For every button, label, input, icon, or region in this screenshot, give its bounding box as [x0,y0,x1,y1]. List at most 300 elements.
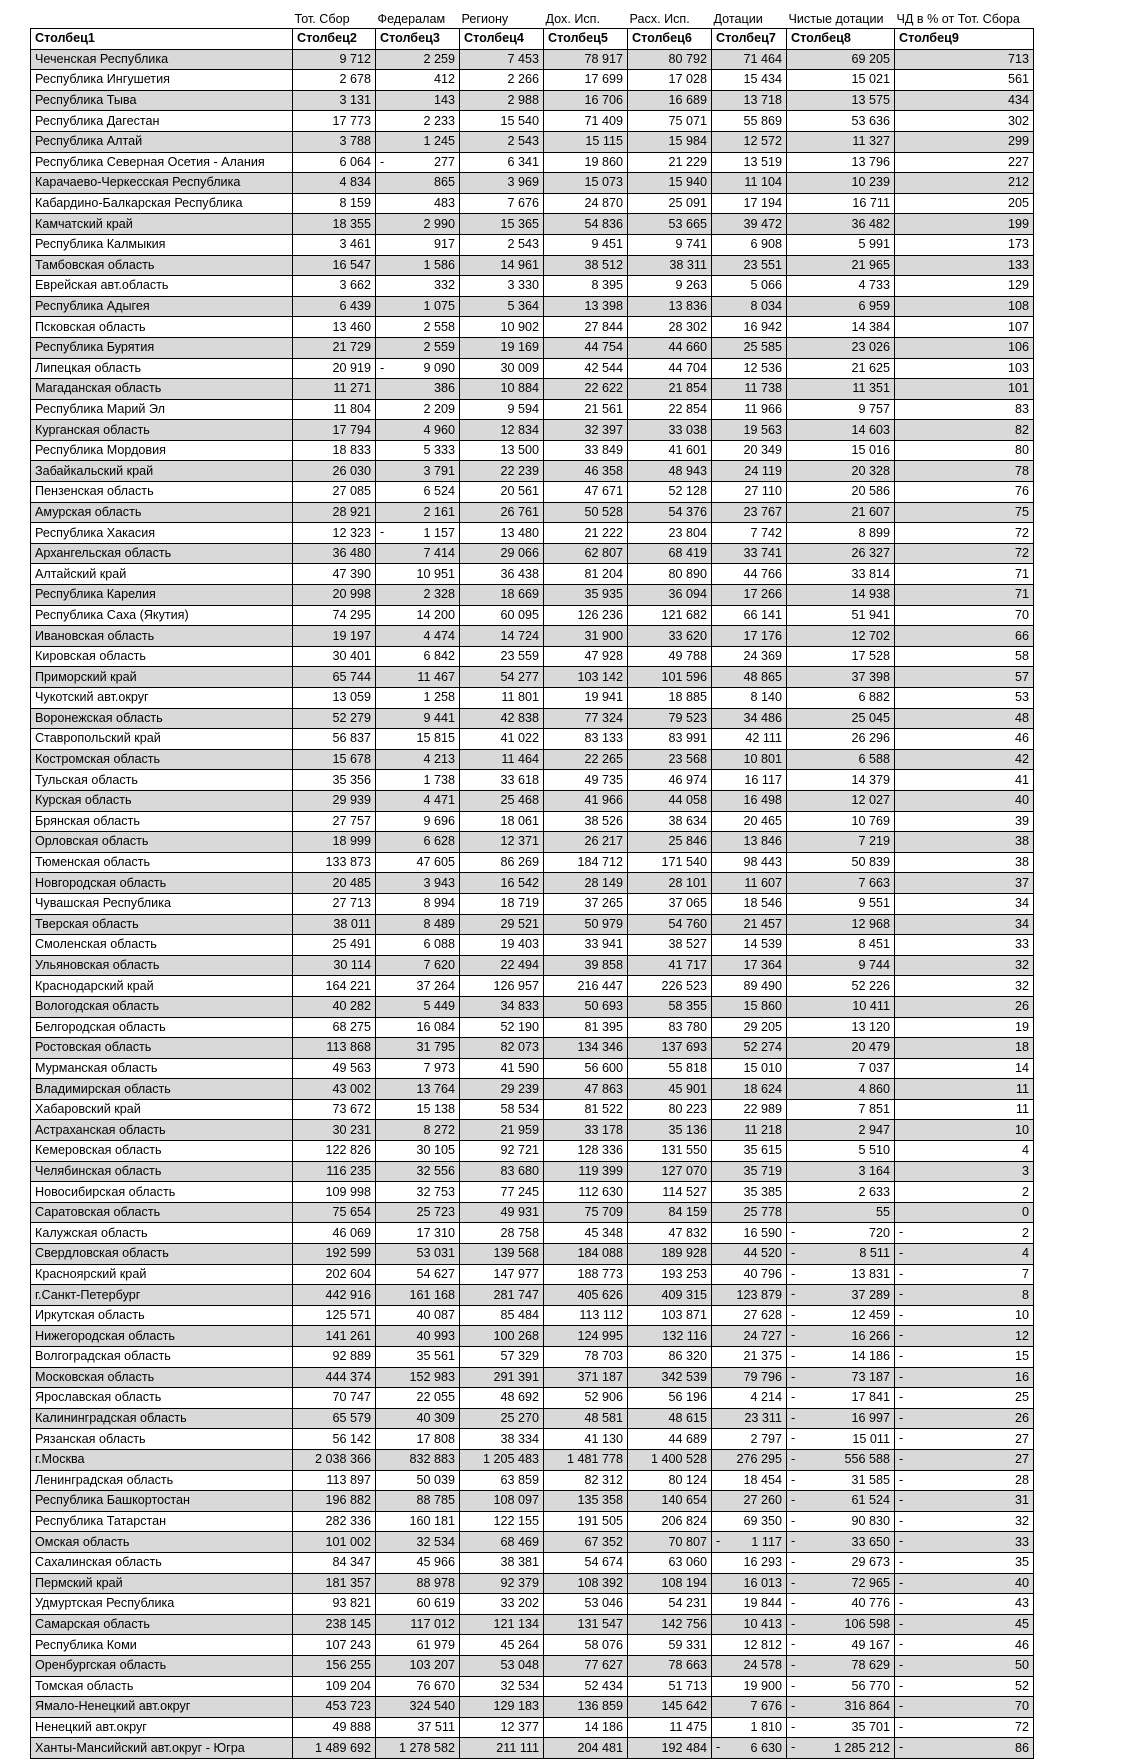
value-cell[interactable]: 37 264 [376,976,460,997]
value-cell[interactable]: 226 523 [628,976,712,997]
value-cell[interactable]: 17 773 [293,111,376,132]
value-cell[interactable]: 83 680 [460,1161,544,1182]
value-cell[interactable]: 40 796 [712,1264,787,1285]
value-cell[interactable]: 9 451 [544,234,628,255]
region-name-cell[interactable]: Омская область [31,1532,293,1553]
value-cell[interactable]: 80 890 [628,564,712,585]
value-cell[interactable]: 127 070 [628,1161,712,1182]
value-cell[interactable]: 227 [895,152,1034,173]
region-name-cell[interactable]: Ленинградская область [31,1470,293,1491]
region-name-cell[interactable]: Саратовская область [31,1202,293,1223]
value-cell[interactable]: 7 414 [376,543,460,564]
value-cell[interactable]: 14 [895,1058,1034,1079]
value-cell[interactable]: 145 642 [628,1697,712,1718]
value-cell[interactable]: 90 830 - [787,1511,895,1532]
column-header[interactable]: Столбец9 [895,29,1034,50]
value-cell[interactable]: 15 434 [712,70,787,91]
value-cell[interactable]: 12 572 [712,131,787,152]
value-cell[interactable]: 19 941 [544,688,628,709]
value-cell[interactable]: 82 [895,420,1034,441]
value-cell[interactable]: 68 419 [628,543,712,564]
value-cell[interactable]: 21 965 [787,255,895,276]
value-cell[interactable]: 26 217 [544,832,628,853]
value-cell[interactable]: 78 703 [544,1347,628,1368]
value-cell[interactable]: 16 711 [787,193,895,214]
value-cell[interactable]: 33 620 [628,626,712,647]
value-cell[interactable]: 7 219 [787,832,895,853]
region-name-cell[interactable]: Республика Мордовия [31,440,293,461]
value-cell[interactable]: 106 [895,337,1034,358]
value-cell[interactable]: 1 258 [376,688,460,709]
value-cell[interactable]: 11 738 [712,379,787,400]
region-name-cell[interactable]: Краснодарский край [31,976,293,997]
value-cell[interactable]: 32 397 [544,420,628,441]
value-cell[interactable]: 75 654 [293,1202,376,1223]
value-cell[interactable]: 47 928 [544,646,628,667]
value-cell[interactable]: 81 522 [544,1099,628,1120]
value-cell[interactable]: 2 266 [460,70,544,91]
value-cell[interactable]: 129 [895,276,1034,297]
value-cell[interactable]: 98 443 [712,852,787,873]
value-cell[interactable]: 27 085 [293,482,376,503]
value-cell[interactable]: 34 486 [712,708,787,729]
value-cell[interactable]: 36 438 [460,564,544,585]
value-cell[interactable]: 9 712 [293,49,376,70]
value-cell[interactable]: 13 836 [628,296,712,317]
value-cell[interactable]: 18 454 [712,1470,787,1491]
region-name-cell[interactable]: Тверская область [31,914,293,935]
value-cell[interactable]: 24 727 [712,1326,787,1347]
value-cell[interactable]: 12 812 [712,1635,787,1656]
value-cell[interactable]: 41 130 [544,1429,628,1450]
value-cell[interactable]: 434 [895,90,1034,111]
value-cell[interactable]: 58 076 [544,1635,628,1656]
value-cell[interactable]: 33 814 [787,564,895,585]
column-header[interactable]: Столбец6 [628,29,712,50]
region-name-cell[interactable]: Камчатский край [31,214,293,235]
value-cell[interactable]: 71 464 [712,49,787,70]
value-cell[interactable]: 6 439 [293,296,376,317]
value-cell[interactable]: 73 187 - [787,1367,895,1388]
value-cell[interactable]: 108 392 [544,1573,628,1594]
region-name-cell[interactable]: Челябинская область [31,1161,293,1182]
value-cell[interactable]: 103 [895,358,1034,379]
value-cell[interactable]: 101 002 [293,1532,376,1553]
region-name-cell[interactable]: Республика Хакасия [31,523,293,544]
value-cell[interactable]: 282 336 [293,1511,376,1532]
value-cell[interactable]: 54 231 [628,1594,712,1615]
value-cell[interactable]: 18 885 [628,688,712,709]
value-cell[interactable]: 39 [895,811,1034,832]
value-cell[interactable]: 19 169 [460,337,544,358]
value-cell[interactable]: 51 713 [628,1676,712,1697]
value-cell[interactable]: 11 218 [712,1120,787,1141]
value-cell[interactable]: 113 868 [293,1038,376,1059]
value-cell[interactable]: 193 253 [628,1264,712,1285]
value-cell[interactable]: 15 - [895,1347,1034,1368]
value-cell[interactable]: 6 842 [376,646,460,667]
value-cell[interactable]: 25 723 [376,1202,460,1223]
value-cell[interactable]: 44 058 [628,790,712,811]
value-cell[interactable]: 1 117 - [712,1532,787,1553]
value-cell[interactable]: 141 261 [293,1326,376,1347]
value-cell[interactable]: 2 161 [376,502,460,523]
region-name-cell[interactable]: Республика Карелия [31,585,293,606]
value-cell[interactable]: 132 116 [628,1326,712,1347]
value-cell[interactable]: 23 551 [712,255,787,276]
value-cell[interactable]: 69 350 [712,1511,787,1532]
region-name-cell[interactable]: Республика Адыгея [31,296,293,317]
value-cell[interactable]: 128 336 [544,1141,628,1162]
value-cell[interactable]: 13 575 [787,90,895,111]
value-cell[interactable]: 135 358 [544,1491,628,1512]
region-name-cell[interactable]: Ставропольский край [31,729,293,750]
value-cell[interactable]: 44 704 [628,358,712,379]
value-cell[interactable]: 11 607 [712,873,787,894]
value-cell[interactable]: 126 957 [460,976,544,997]
value-cell[interactable]: 37 [895,873,1034,894]
region-name-cell[interactable]: Еврейская авт.область [31,276,293,297]
value-cell[interactable]: 25 091 [628,193,712,214]
value-cell[interactable]: 276 295 [712,1449,787,1470]
region-name-cell[interactable]: Пермский край [31,1573,293,1594]
value-cell[interactable]: 52 279 [293,708,376,729]
value-cell[interactable]: 33 178 [544,1120,628,1141]
value-cell[interactable]: 2 543 [460,131,544,152]
value-cell[interactable]: 72 [895,523,1034,544]
value-cell[interactable]: 49 888 [293,1717,376,1738]
region-name-cell[interactable]: Республика Северная Осетия - Алания [31,152,293,173]
value-cell[interactable]: 1 278 582 [376,1738,460,1759]
value-cell[interactable]: 206 824 [628,1511,712,1532]
value-cell[interactable]: 27 713 [293,893,376,914]
region-name-cell[interactable]: Оренбургская область [31,1655,293,1676]
value-cell[interactable]: 8 451 [787,935,895,956]
value-cell[interactable]: 556 588 - [787,1449,895,1470]
value-cell[interactable]: 8 159 [293,193,376,214]
value-cell[interactable]: 129 183 [460,1697,544,1718]
value-cell[interactable]: 152 983 [376,1367,460,1388]
column-header[interactable]: Столбец5 [544,29,628,50]
value-cell[interactable]: 32 534 [460,1676,544,1697]
value-cell[interactable]: 4 [895,1141,1034,1162]
value-cell[interactable]: 19 563 [712,420,787,441]
value-cell[interactable]: 31 900 [544,626,628,647]
value-cell[interactable]: 26 [895,996,1034,1017]
value-cell[interactable]: 88 978 [376,1573,460,1594]
value-cell[interactable]: 45 901 [628,1079,712,1100]
value-cell[interactable]: 22 239 [460,461,544,482]
value-cell[interactable]: 10 411 [787,996,895,1017]
value-cell[interactable]: 106 598 - [787,1614,895,1635]
value-cell[interactable]: 35 561 [376,1347,460,1368]
value-cell[interactable]: 47 605 [376,852,460,873]
region-name-cell[interactable]: Приморский край [31,667,293,688]
value-cell[interactable]: 18 061 [460,811,544,832]
value-cell[interactable]: 2 209 [376,399,460,420]
value-cell[interactable]: 29 066 [460,543,544,564]
value-cell[interactable]: 11 804 [293,399,376,420]
value-cell[interactable]: 32 556 [376,1161,460,1182]
value-cell[interactable]: 12 536 [712,358,787,379]
value-cell[interactable]: 10 [895,1120,1034,1141]
value-cell[interactable]: 56 600 [544,1058,628,1079]
value-cell[interactable]: 50 - [895,1655,1034,1676]
column-header[interactable]: Столбец7 [712,29,787,50]
value-cell[interactable]: 1 157 - [376,523,460,544]
value-cell[interactable]: 6 628 [376,832,460,853]
region-name-cell[interactable]: Амурская область [31,502,293,523]
value-cell[interactable]: 35 615 [712,1141,787,1162]
value-cell[interactable]: 41 966 [544,790,628,811]
value-cell[interactable]: 30 114 [293,955,376,976]
value-cell[interactable]: 24 369 [712,646,787,667]
value-cell[interactable]: 140 654 [628,1491,712,1512]
value-cell[interactable]: 53 636 [787,111,895,132]
value-cell[interactable]: 103 207 [376,1655,460,1676]
value-cell[interactable]: 46 069 [293,1223,376,1244]
value-cell[interactable]: 11 475 [628,1717,712,1738]
value-cell[interactable]: 48 692 [460,1388,544,1409]
value-cell[interactable]: 12 - [895,1326,1034,1347]
value-cell[interactable]: 26 296 [787,729,895,750]
value-cell[interactable]: 131 547 [544,1614,628,1635]
value-cell[interactable]: 25 270 [460,1408,544,1429]
value-cell[interactable]: 77 245 [460,1182,544,1203]
value-cell[interactable]: 48 581 [544,1408,628,1429]
value-cell[interactable]: 184 088 [544,1244,628,1265]
value-cell[interactable]: 9 757 [787,399,895,420]
value-cell[interactable]: 48 615 [628,1408,712,1429]
value-cell[interactable]: 59 331 [628,1635,712,1656]
region-name-cell[interactable]: Смоленская область [31,935,293,956]
value-cell[interactable]: 30 401 [293,646,376,667]
value-cell[interactable]: 78 917 [544,49,628,70]
value-cell[interactable]: 561 [895,70,1034,91]
value-cell[interactable]: 299 [895,131,1034,152]
value-cell[interactable]: 66 [895,626,1034,647]
value-cell[interactable]: 108 [895,296,1034,317]
value-cell[interactable]: 19 844 [712,1594,787,1615]
region-name-cell[interactable]: Владимирская область [31,1079,293,1100]
value-cell[interactable]: 63 859 [460,1470,544,1491]
value-cell[interactable]: 15 021 [787,70,895,91]
value-cell[interactable]: 184 712 [544,852,628,873]
value-cell[interactable]: 45 - [895,1614,1034,1635]
value-cell[interactable]: 1 586 [376,255,460,276]
value-cell[interactable]: 50 839 [787,852,895,873]
value-cell[interactable]: 15 984 [628,131,712,152]
region-name-cell[interactable]: Республика Татарстан [31,1511,293,1532]
value-cell[interactable]: 28 921 [293,502,376,523]
value-cell[interactable]: 53 [895,688,1034,709]
value-cell[interactable]: 27 - [895,1429,1034,1450]
value-cell[interactable]: 26 761 [460,502,544,523]
value-cell[interactable]: 28 101 [628,873,712,894]
value-cell[interactable]: 19 403 [460,935,544,956]
value-cell[interactable]: 409 315 [628,1285,712,1306]
value-cell[interactable]: 30 009 [460,358,544,379]
value-cell[interactable]: 53 031 [376,1244,460,1265]
value-cell[interactable]: 12 323 [293,523,376,544]
value-cell[interactable]: 109 204 [293,1676,376,1697]
region-name-cell[interactable]: Тюменская область [31,852,293,873]
value-cell[interactable]: 2 633 [787,1182,895,1203]
region-name-cell[interactable]: Карачаево-Черкесская Республика [31,173,293,194]
value-cell[interactable]: 72 - [895,1717,1034,1738]
value-cell[interactable]: 405 626 [544,1285,628,1306]
value-cell[interactable]: 23 568 [628,749,712,770]
value-cell[interactable]: 14 603 [787,420,895,441]
value-cell[interactable]: 25 778 [712,1202,787,1223]
value-cell[interactable]: 54 836 [544,214,628,235]
value-cell[interactable]: 13 796 [787,152,895,173]
value-cell[interactable]: 82 312 [544,1470,628,1491]
value-cell[interactable]: 86 320 [628,1347,712,1368]
value-cell[interactable]: 78 629 - [787,1655,895,1676]
value-cell[interactable]: 18 833 [293,440,376,461]
value-cell[interactable]: 191 505 [544,1511,628,1532]
value-cell[interactable]: 117 012 [376,1614,460,1635]
value-cell[interactable]: 21 607 [787,502,895,523]
value-cell[interactable]: 11 327 [787,131,895,152]
value-cell[interactable]: 19 860 [544,152,628,173]
value-cell[interactable]: 61 979 [376,1635,460,1656]
value-cell[interactable]: 38 311 [628,255,712,276]
value-cell[interactable]: 125 571 [293,1305,376,1326]
value-cell[interactable]: 108 194 [628,1573,712,1594]
value-cell[interactable]: 69 205 [787,49,895,70]
value-cell[interactable]: 15 138 [376,1099,460,1120]
value-cell[interactable]: 3 131 [293,90,376,111]
value-cell[interactable]: 17 364 [712,955,787,976]
region-name-cell[interactable]: Республика Алтай [31,131,293,152]
value-cell[interactable]: 88 785 [376,1491,460,1512]
value-cell[interactable]: 1 810 [712,1717,787,1738]
value-cell[interactable]: 13 519 [712,152,787,173]
value-cell[interactable]: 1 481 778 [544,1449,628,1470]
value-cell[interactable]: 80 792 [628,49,712,70]
value-cell[interactable]: 24 578 [712,1655,787,1676]
value-cell[interactable]: 8 994 [376,893,460,914]
value-cell[interactable]: 57 329 [460,1347,544,1368]
value-cell[interactable]: 14 200 [376,605,460,626]
value-cell[interactable]: 7 037 [787,1058,895,1079]
value-cell[interactable]: 212 [895,173,1034,194]
value-cell[interactable]: 77 324 [544,708,628,729]
value-cell[interactable]: 101 [895,379,1034,400]
value-cell[interactable]: 73 672 [293,1099,376,1120]
region-name-cell[interactable]: Липецкая область [31,358,293,379]
value-cell[interactable]: 11 [895,1079,1034,1100]
value-cell[interactable]: 49 563 [293,1058,376,1079]
value-cell[interactable]: 18 719 [460,893,544,914]
region-name-cell[interactable]: Иркутская область [31,1305,293,1326]
value-cell[interactable]: 58 534 [460,1099,544,1120]
region-name-cell[interactable]: Ямало-Ненецкий авт.округ [31,1697,293,1718]
value-cell[interactable]: 113 112 [544,1305,628,1326]
value-cell[interactable]: 27 757 [293,811,376,832]
value-cell[interactable]: 3 788 [293,131,376,152]
value-cell[interactable]: 4 213 [376,749,460,770]
value-cell[interactable]: 291 391 [460,1367,544,1388]
value-cell[interactable]: 93 821 [293,1594,376,1615]
value-cell[interactable]: 83 780 [628,1017,712,1038]
region-name-cell[interactable]: Чувашская Республика [31,893,293,914]
value-cell[interactable]: 3 [895,1161,1034,1182]
region-name-cell[interactable]: Республика Бурятия [31,337,293,358]
value-cell[interactable]: 15 860 [712,996,787,1017]
value-cell[interactable]: 81 204 [544,564,628,585]
value-cell[interactable]: 412 [376,70,460,91]
column-header[interactable]: Столбец4 [460,29,544,50]
column-header[interactable]: Столбец8 [787,29,895,50]
value-cell[interactable]: 13 718 [712,90,787,111]
value-cell[interactable]: 66 141 [712,605,787,626]
value-cell[interactable]: 8 272 [376,1120,460,1141]
region-name-cell[interactable]: Чукотский авт.округ [31,688,293,709]
value-cell[interactable]: 48 [895,708,1034,729]
value-cell[interactable]: 22 622 [544,379,628,400]
region-name-cell[interactable]: Ульяновская область [31,955,293,976]
column-header[interactable]: Столбец3 [376,29,460,50]
value-cell[interactable]: 16 547 [293,255,376,276]
value-cell[interactable]: 44 689 [628,1429,712,1450]
value-cell[interactable]: 133 873 [293,852,376,873]
region-name-cell[interactable]: Костромская область [31,749,293,770]
value-cell[interactable]: 40 087 [376,1305,460,1326]
value-cell[interactable]: 13 120 [787,1017,895,1038]
value-cell[interactable]: 26 030 [293,461,376,482]
value-cell[interactable]: 112 630 [544,1182,628,1203]
value-cell[interactable]: 42 [895,749,1034,770]
value-cell[interactable]: 38 512 [544,255,628,276]
value-cell[interactable]: 20 485 [293,873,376,894]
region-name-cell[interactable]: Томская область [31,1676,293,1697]
value-cell[interactable]: 37 265 [544,893,628,914]
region-name-cell[interactable]: Волгоградская область [31,1347,293,1368]
value-cell[interactable]: 34 833 [460,996,544,1017]
value-cell[interactable]: 126 236 [544,605,628,626]
value-cell[interactable]: 76 670 [376,1676,460,1697]
value-cell[interactable]: 16 689 [628,90,712,111]
value-cell[interactable]: 23 311 [712,1408,787,1429]
value-cell[interactable]: 85 484 [460,1305,544,1326]
value-cell[interactable]: 27 260 [712,1491,787,1512]
value-cell[interactable]: 38 527 [628,935,712,956]
value-cell[interactable]: 17 699 [544,70,628,91]
value-cell[interactable]: 2 797 [712,1429,787,1450]
value-cell[interactable]: 8 395 [544,276,628,297]
value-cell[interactable]: 33 650 - [787,1532,895,1553]
value-cell[interactable]: 33 202 [460,1594,544,1615]
value-cell[interactable]: 1 205 483 [460,1449,544,1470]
value-cell[interactable]: 38 334 [460,1429,544,1450]
value-cell[interactable]: 53 665 [628,214,712,235]
value-cell[interactable]: 164 221 [293,976,376,997]
value-cell[interactable]: 44 766 [712,564,787,585]
value-cell[interactable]: 49 788 [628,646,712,667]
value-cell[interactable]: 107 243 [293,1635,376,1656]
value-cell[interactable]: 133 [895,255,1034,276]
value-cell[interactable]: 2 678 [293,70,376,91]
value-cell[interactable]: 42 544 [544,358,628,379]
value-cell[interactable]: 16 117 [712,770,787,791]
value-cell[interactable]: 917 [376,234,460,255]
value-cell[interactable]: 22 494 [460,955,544,976]
value-cell[interactable]: 16 706 [544,90,628,111]
value-cell[interactable]: 20 998 [293,585,376,606]
